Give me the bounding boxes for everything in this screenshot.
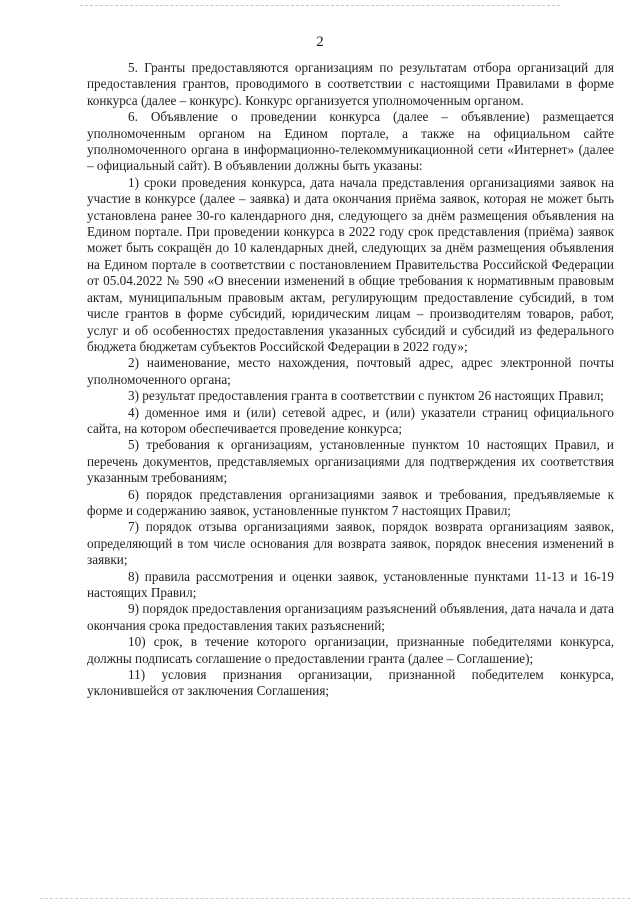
page-number: 2 xyxy=(316,34,324,50)
paragraph-5: 5. Гранты предоставляются организациям по результатам отбора организаций для предоставления грантов, проводимого в соответствии с настоящими Правилами в форме конкурса (далее – конкурс). Конкурс организуется уполномоченным органом. xyxy=(87,60,614,108)
scan-edge-top xyxy=(80,5,560,6)
list-item-2: 2) наименование, место нахождения, почтовый адрес, адрес электронной почты уполномоченного органа; xyxy=(87,355,614,387)
list-item-11: 11) условия признания организации, признанной победителем конкурса, уклонившейся от заключения Соглашения; xyxy=(87,667,614,699)
list-item-4: 4) доменное имя и (или) сетевой адрес, и (или) указатели страниц официального сайта, на котором обеспечивается проведение конкурса; xyxy=(87,404,614,436)
list-item-5: 5) требования к организациям, установленные пунктом 10 настоящих Правил, и перечень документов, представляемых организациями для подтверждения их соответствия указанным требованиям; xyxy=(87,437,614,486)
document-body xyxy=(87,60,614,700)
list-item-1: 1) сроки проведения конкурса, дата начала представления организациями заявок на участие в конкурсе (далее – заявка) и дата окончания приёма заявок, которая не может быть установлена ранее 30-го календарного дня, следующего за днём размещения объявления на Едином портале. При проведении конкурса в 2022 году срок представления (приёма) заявок может быть сокращён до 10 календарных дней, следующих за днём размещения объявления на Едином портале в соответствии с постановлением Правительства Российской Федерации от 05.04.2022 № 590 «О внесении изменений в общие требования к нормативным правовым актам, муниципальным правовым актам, регулирующим предоставление субсидий, в том числе грантов в форме субсидий, юридическим лицам – производителям товаров, работ, услуг и об особенностях предоставления указанных субсидий и субсидий из федерального бюджета бюджетам субъектов Российской Федерации в 2022 году»; xyxy=(87,174,614,354)
list-item-6: 6) порядок представления организациями заявок и требования, предъявляемые к форме и содержанию заявок, установленные пунктом 7 настоящих Правил; xyxy=(87,486,614,518)
scan-edge-bottom xyxy=(40,898,630,899)
list-item-9: 9) порядок предоставления организациям разъяснений объявления, дата начала и дата окончания срока предоставления таких разъяснений; xyxy=(87,601,614,633)
list-item-8: 8) правила рассмотрения и оценки заявок, установленные пунктами 11-13 и 16-19 настоящих Правил; xyxy=(87,568,614,600)
list-item-10: 10) срок, в течение которого организации, признанные победителями конкурса, должны подписать соглашение о предоставлении гранта (далее – Соглашение); xyxy=(87,634,614,666)
paragraph-6: 6. Объявление о проведении конкурса (далее – объявление) размещается уполномоченным органом на Едином портале, а также на официальном сайте уполномоченного органа в информационно-телекоммуникационной сети «Интернет» (далее – официальный сайт). В объявлении должны быть указаны: xyxy=(87,109,614,174)
list-item-7: 7) порядок отзыва организациями заявок, порядок возврата организациям заявок, определяющий в том числе основания для возврата заявок, порядок внесения изменений в заявки; xyxy=(87,519,614,568)
list-item-3: 3) результат предоставления гранта в соответствии с пунктом 26 настоящих Правил; xyxy=(128,388,604,404)
